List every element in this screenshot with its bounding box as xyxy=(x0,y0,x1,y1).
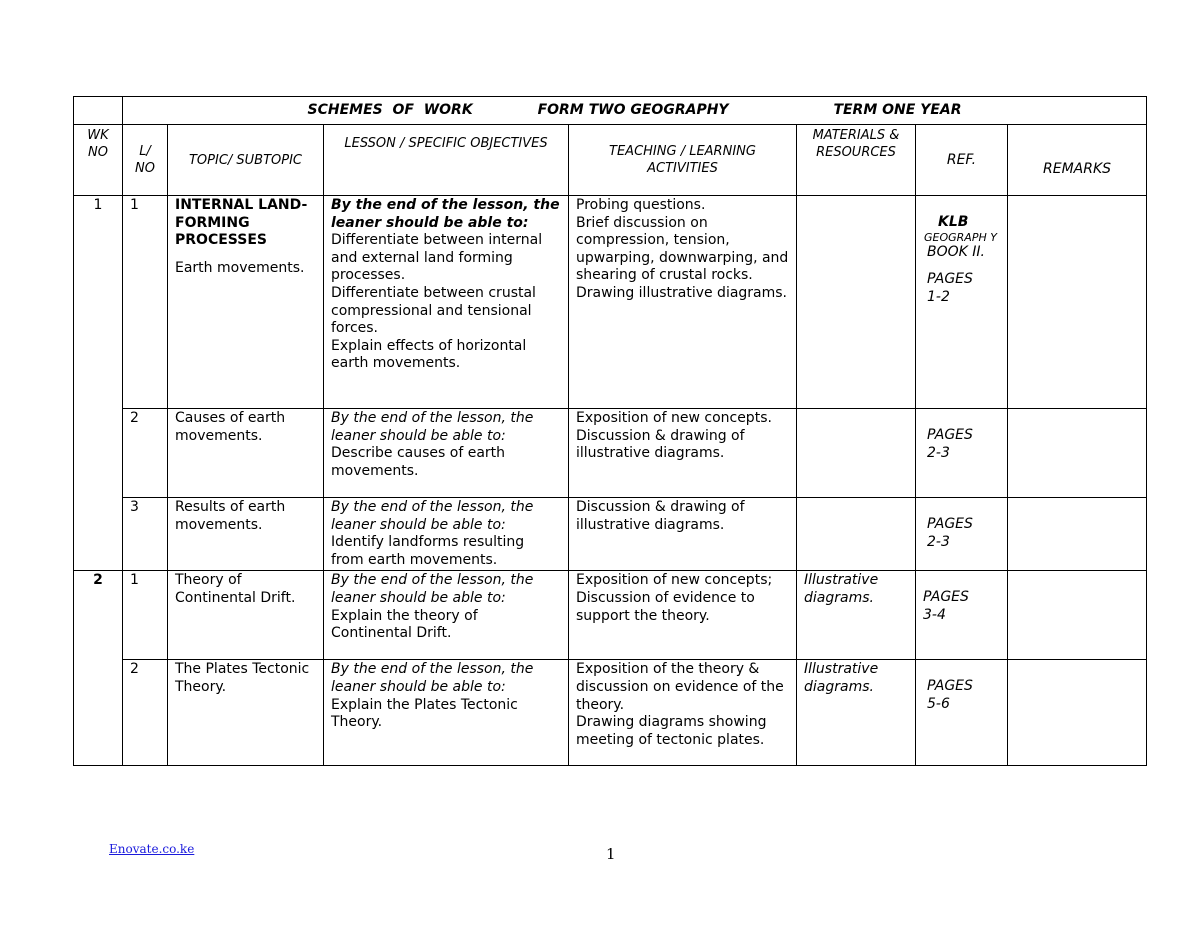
lesson-number: 2 xyxy=(123,409,168,498)
ref-range: 1-2 xyxy=(927,288,950,305)
ref-cell xyxy=(916,498,1008,571)
column-header-row xyxy=(74,125,1147,196)
objective-line: Explain effects of horizontal earth movements. xyxy=(331,337,527,372)
objectives-cell xyxy=(324,660,569,766)
activity-line: Exposition of the theory & discussion on evidence of the theory. xyxy=(576,661,784,713)
objectives-intro: By the end of the lesson, the leaner should be able to: xyxy=(331,661,534,695)
activity-line: Exposition of new concepts; xyxy=(576,572,773,589)
objectives-intro: By the end of the lesson, the leaner should be able to: xyxy=(331,572,534,606)
lesson-number: 2 xyxy=(123,660,168,766)
week-number: 1 xyxy=(74,196,123,571)
materials-cell: Illustrative diagrams. xyxy=(797,571,916,660)
title-row xyxy=(74,97,1147,125)
table-row xyxy=(74,571,1147,660)
activity-line: Discussion & drawing of illustrative diagrams. xyxy=(576,427,745,462)
materials-cell xyxy=(797,409,916,498)
objectives-cell xyxy=(324,196,569,409)
materials-cell xyxy=(797,498,916,571)
week-number: 2 xyxy=(74,571,123,766)
topic-cell: Theory of Continental Drift. xyxy=(168,571,324,660)
activities-cell xyxy=(569,660,797,766)
footer-link[interactable]: Enovate.co.ke xyxy=(109,842,195,856)
ref-pages: PAGES xyxy=(923,589,969,606)
scheme-of-work-table xyxy=(73,96,1147,766)
objective-line: Identify landforms resulting from earth movements. xyxy=(331,534,525,568)
materials-cell xyxy=(797,196,916,409)
activities-cell xyxy=(569,498,797,571)
ref-cell xyxy=(916,409,1008,498)
objectives-cell xyxy=(324,409,569,498)
objective-line: Explain the Plates Tectonic Theory. xyxy=(331,696,518,731)
topic-heading: INTERNAL LAND-FORMING PROCESSES xyxy=(175,197,308,249)
ref-cell xyxy=(916,196,1008,409)
col-header-remarks: REMARKS xyxy=(1008,125,1147,196)
remarks-cell xyxy=(1008,660,1147,766)
materials-cell: Illustrative diagrams. xyxy=(797,660,916,766)
activity-line: Discussion & drawing of illustrative diagrams. xyxy=(576,499,745,533)
objective-line: Describe causes of earth movements. xyxy=(331,445,506,479)
table-row xyxy=(74,498,1147,571)
topic-cell: Causes of earth movements. xyxy=(168,409,324,498)
ref-range: 3-4 xyxy=(923,606,946,623)
objectives-intro: By the end of the lesson, the leaner should be able to: xyxy=(331,197,560,231)
subtopic: Earth movements. xyxy=(175,259,305,276)
ref-pages: PAGES xyxy=(927,516,973,532)
ref-klb: KLB xyxy=(938,214,969,230)
objective-line: Explain the theory of Continental Drift. xyxy=(331,607,478,642)
topic-cell: Results of earth movements. xyxy=(168,498,324,571)
remarks-cell xyxy=(1008,571,1147,660)
lesson-number: 1 xyxy=(123,196,168,409)
title-form: FORM TWO GEOGRAPHY xyxy=(537,102,729,118)
title-spacer-cell xyxy=(74,97,123,125)
lesson-number: 3 xyxy=(123,498,168,571)
table-row xyxy=(74,409,1147,498)
table-title xyxy=(123,97,1147,125)
col-header-wk: WK NO xyxy=(74,125,123,196)
col-header-ref: REF. xyxy=(916,125,1008,196)
remarks-cell xyxy=(1008,498,1147,571)
col-header-lno: L/ NO xyxy=(123,125,168,196)
col-header-objectives: LESSON / SPECIFIC OBJECTIVES xyxy=(324,125,569,196)
ref-range: 2-3 xyxy=(927,533,950,550)
ref-cell xyxy=(916,571,1008,660)
ref-pages: PAGES xyxy=(927,427,973,443)
ref-range: 2-3 xyxy=(927,444,950,461)
remarks-cell xyxy=(1008,409,1147,498)
ref-pages: PAGES xyxy=(927,678,973,695)
title-schemes: SCHEMES OF WORK xyxy=(307,102,473,118)
objectives-intro: By the end of the lesson, the leaner should be able to: xyxy=(331,410,534,444)
topic-cell xyxy=(168,196,324,409)
ref-range: 5-6 xyxy=(927,695,950,712)
ref-cell xyxy=(916,660,1008,766)
objective-line: Differentiate between crustal compressional and tensional forces. xyxy=(331,284,536,337)
activity-line: Probing questions. xyxy=(576,197,706,213)
topic-cell: The Plates Tectonic Theory. xyxy=(168,660,324,766)
table-row xyxy=(74,660,1147,766)
activity-line: Drawing diagrams showing meeting of tectonic plates. xyxy=(576,714,767,748)
objectives-intro: By the end of the lesson, the leaner should be able to: xyxy=(331,499,534,533)
activities-cell xyxy=(569,409,797,498)
table-row xyxy=(74,196,1147,409)
activity-line: Exposition of new concepts. xyxy=(576,410,772,426)
activity-line: Brief discussion on compression, tension, upwarping, downwarping, and shearing of crustal rocks. xyxy=(576,214,789,284)
remarks-cell xyxy=(1008,196,1147,409)
activities-cell xyxy=(569,571,797,660)
objective-line: Differentiate between internal and external land forming processes. xyxy=(331,232,543,284)
activity-line: Discussion of evidence to support the theory. xyxy=(576,589,755,624)
activities-cell xyxy=(569,196,797,409)
ref-geography: GEOGRAPH Y xyxy=(924,230,997,244)
col-header-activities: TEACHING / LEARNING ACTIVITIES xyxy=(569,125,797,196)
title-term: TERM ONE YEAR xyxy=(833,102,962,118)
col-header-topic: TOPIC/ SUBTOPIC xyxy=(168,125,324,196)
objectives-cell xyxy=(324,571,569,660)
objectives-cell xyxy=(324,498,569,571)
ref-book: BOOK II. xyxy=(927,243,985,260)
lesson-number: 1 xyxy=(123,571,168,660)
activity-line: Drawing illustrative diagrams. xyxy=(576,284,788,301)
col-header-materials: MATERIALS & RESOURCES xyxy=(797,125,916,196)
page-number: 1 xyxy=(606,845,616,863)
ref-pages: PAGES xyxy=(927,271,973,288)
